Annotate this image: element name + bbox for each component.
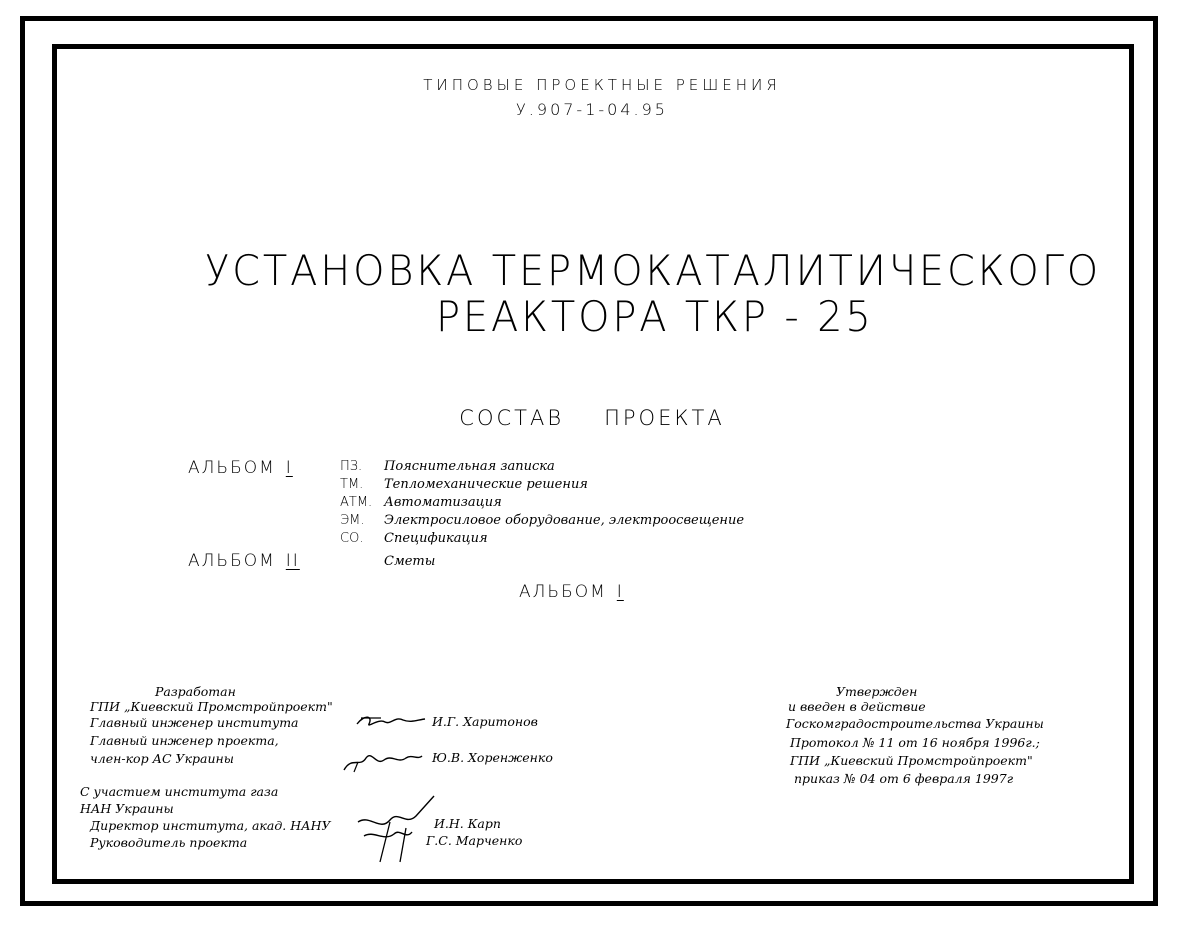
approved-line-4: ГПИ „Киевский Промстройпроект" [790, 753, 1033, 768]
chief-proj-title: Главный инженер проекта, [90, 733, 279, 748]
chief-inst-name: И.Г. Харитонов [432, 714, 538, 729]
album-2-number: II [285, 551, 300, 571]
series-title: ТИПОВЫЕ ПРОЕКТНЫЕ РЕШЕНИЯ [423, 76, 781, 94]
item-code: ТМ. [340, 477, 364, 492]
series-code: У.907-1-04.95 [516, 100, 668, 119]
title-line-1: УСТАНОВКА ТЕРМОКАТАЛИТИЧЕСКОГО [205, 246, 1102, 295]
developed-heading: Разработан [155, 684, 236, 699]
head-title: Руководитель проекта [90, 835, 248, 850]
approved-line-1: и введен в действие [788, 699, 926, 714]
album-2-label: АЛЬБОМ [188, 551, 276, 571]
item-desc: Электросиловое оборудование, электроосвещение [384, 513, 745, 528]
current-album-label: АЛЬБОМ [519, 582, 607, 602]
list-item [340, 513, 744, 528]
item-desc: Спецификация [384, 531, 488, 546]
nan-line: НАН Украины [80, 801, 174, 816]
current-album-number: I [616, 582, 624, 602]
head-name: Г.С. Марченко [426, 833, 523, 848]
list-item [340, 459, 555, 474]
director-name: И.Н. Карп [434, 816, 501, 831]
item-desc: Тепломеханические решения [384, 477, 588, 492]
album-1-heading [188, 458, 293, 478]
signature-khorenzhenko [340, 748, 424, 776]
developed-org: ГПИ „Киевский Промстройпроект" [90, 699, 333, 714]
list-item [340, 531, 488, 546]
album-1-number: I [285, 458, 293, 478]
approved-heading: Утвержден [836, 684, 918, 699]
member-title: член-кор АС Украины [90, 751, 234, 766]
director-title: Директор института, акад. НАНУ [90, 818, 331, 833]
composition-heading [0, 406, 1184, 430]
album-2-heading [188, 551, 300, 571]
approved-line-2: Госкомградостроительства Украины [786, 716, 1044, 731]
chief-proj-name: Ю.В. Хоренженко [432, 750, 553, 765]
item-code: ЭМ. [340, 513, 365, 528]
list-item [340, 477, 588, 492]
signature-kharitonov [355, 710, 427, 732]
album-1-label: АЛЬБОМ [188, 458, 276, 478]
item-code: ПЗ. [340, 459, 363, 474]
title-line-2: РЕАКТОРА ТКР - 25 [436, 292, 874, 341]
current-album [519, 582, 624, 602]
album-2-desc: Сметы [384, 554, 436, 569]
approved-line-3: Протокол № 11 от 16 ноября 1996г.; [790, 735, 1040, 750]
composition-heading-word1: СОСТАВ [459, 406, 565, 430]
item-desc: Пояснительная записка [384, 459, 555, 474]
approved-line-5: приказ № 04 от 6 февраля 1997г [794, 771, 1014, 786]
item-code: СО. [340, 531, 364, 546]
participation-line: С участием института газа [80, 784, 279, 799]
chief-inst-title: Главный инженер института [90, 715, 299, 730]
signature-karp-marchenko [350, 792, 440, 864]
composition-heading-word2: ПРОЕКТА [604, 406, 725, 430]
list-item [340, 495, 502, 510]
item-desc: Автоматизация [384, 495, 502, 510]
item-code: АТМ. [340, 495, 373, 510]
